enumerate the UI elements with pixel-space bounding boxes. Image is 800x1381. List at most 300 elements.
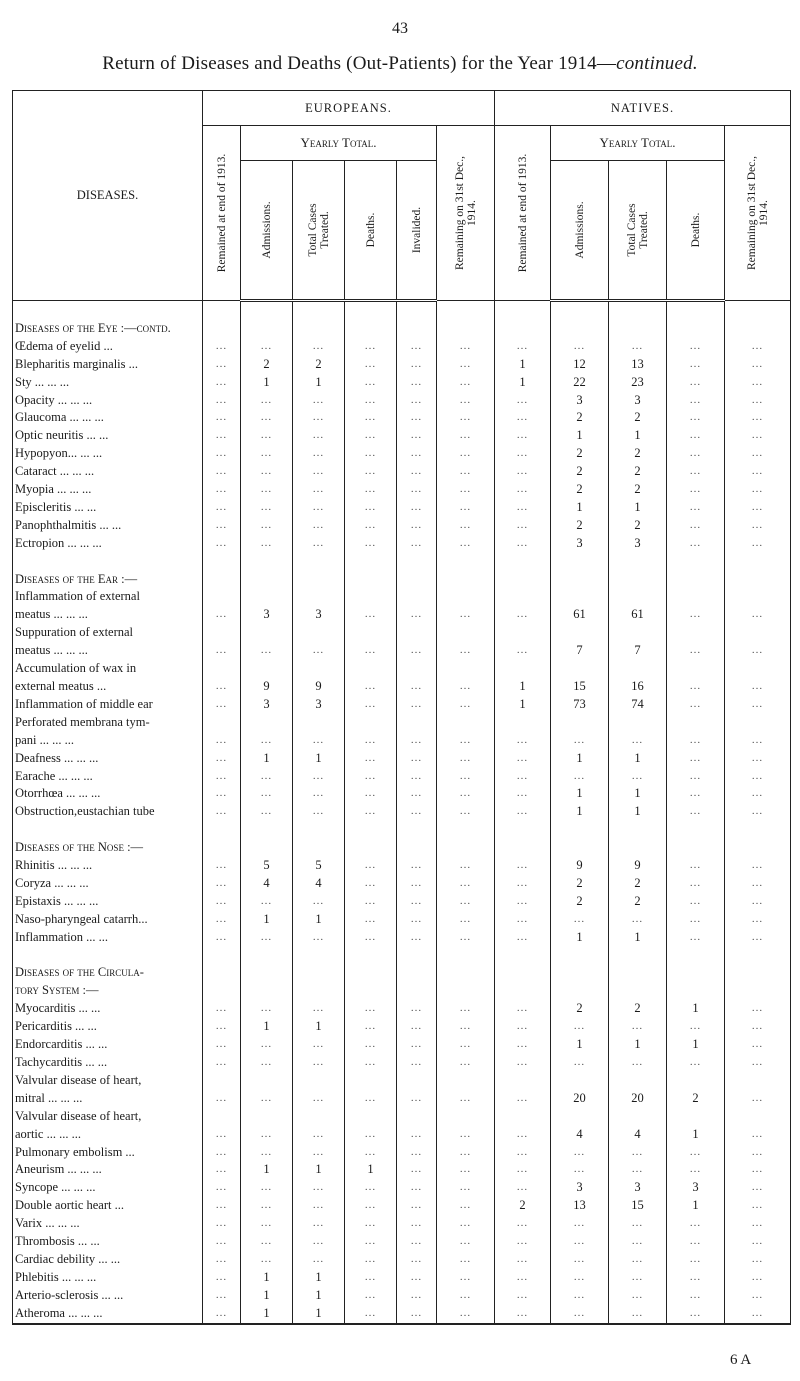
table-cell: ... bbox=[725, 911, 791, 929]
eu-invalided-header: Invalided. bbox=[397, 161, 437, 301]
table-cell bbox=[203, 839, 241, 857]
table-cell bbox=[345, 964, 397, 982]
disease-name: Valvular disease of heart, bbox=[13, 1108, 203, 1126]
table-cell: ... bbox=[345, 642, 397, 660]
table-cell: ... bbox=[437, 768, 495, 786]
disease-name: Epistaxis ... ... ... bbox=[13, 893, 203, 911]
table-cell: ... bbox=[495, 803, 551, 821]
disease-name: Inflammation of middle ear bbox=[13, 696, 203, 714]
table-cell: ... bbox=[203, 750, 241, 768]
table-cell: 5 bbox=[293, 857, 345, 875]
table-cell: 5 bbox=[241, 857, 293, 875]
table-cell: 3 bbox=[551, 1179, 609, 1197]
table-cell bbox=[609, 301, 667, 320]
table-cell: ... bbox=[345, 392, 397, 410]
table-cell: ... bbox=[725, 481, 791, 499]
na-total-cases-header: Total Cases Treated. bbox=[609, 161, 667, 301]
table-cell: ... bbox=[495, 445, 551, 463]
table-cell bbox=[667, 821, 725, 839]
table-cell bbox=[293, 1072, 345, 1090]
table-cell bbox=[241, 588, 293, 606]
table-cell: ... bbox=[345, 499, 397, 517]
table-cell: ... bbox=[437, 374, 495, 392]
table-cell: ... bbox=[667, 392, 725, 410]
table-cell bbox=[437, 553, 495, 571]
na-remained-header: Remained at end of 1913. bbox=[495, 126, 551, 301]
table-row bbox=[13, 750, 791, 768]
disease-name: Pulmonary embolism ... bbox=[13, 1144, 203, 1162]
table-cell: ... bbox=[293, 1000, 345, 1018]
table-cell bbox=[293, 839, 345, 857]
table-cell: ... bbox=[551, 1251, 609, 1269]
disease-name: Ectropion ... ... ... bbox=[13, 535, 203, 553]
disease-name: Varix ... ... ... bbox=[13, 1215, 203, 1233]
table-cell bbox=[495, 964, 551, 982]
section-row bbox=[13, 964, 791, 982]
table-cell: ... bbox=[725, 463, 791, 481]
table-cell: 15 bbox=[609, 1197, 667, 1215]
table-cell: ... bbox=[437, 517, 495, 535]
table-cell: 61 bbox=[609, 606, 667, 624]
table-cell: ... bbox=[437, 929, 495, 947]
table-cell: ... bbox=[241, 1197, 293, 1215]
title-continued: continued. bbox=[616, 53, 698, 74]
table-cell: ... bbox=[437, 499, 495, 517]
table-cell: ... bbox=[203, 463, 241, 481]
table-cell: ... bbox=[345, 1144, 397, 1162]
table-cell: ... bbox=[345, 911, 397, 929]
table-cell: 1 bbox=[293, 1287, 345, 1305]
table-cell bbox=[667, 588, 725, 606]
table-cell: ... bbox=[345, 1090, 397, 1108]
table-cell: ... bbox=[725, 1036, 791, 1054]
table-cell: ... bbox=[241, 642, 293, 660]
disease-name: Thrombosis ... ... bbox=[13, 1233, 203, 1251]
table-cell: ... bbox=[241, 1054, 293, 1072]
table-row bbox=[13, 374, 791, 392]
table-cell: ... bbox=[437, 606, 495, 624]
table-cell: 1 bbox=[293, 911, 345, 929]
table-cell bbox=[241, 821, 293, 839]
table-cell: 2 bbox=[551, 481, 609, 499]
table-cell: ... bbox=[551, 1144, 609, 1162]
disease-name: Episcleritis ... ... bbox=[13, 499, 203, 517]
table-cell: ... bbox=[437, 1144, 495, 1162]
table-cell: ... bbox=[345, 1000, 397, 1018]
disease-name: Aneurism ... ... ... bbox=[13, 1161, 203, 1179]
disease-name: Phlebitis ... ... ... bbox=[13, 1269, 203, 1287]
table-cell: 3 bbox=[609, 392, 667, 410]
table-cell bbox=[609, 964, 667, 982]
table-cell: 1 bbox=[293, 374, 345, 392]
table-cell: ... bbox=[495, 911, 551, 929]
table-cell bbox=[667, 839, 725, 857]
table-cell bbox=[397, 839, 437, 857]
table-cell: ... bbox=[725, 750, 791, 768]
table-cell: ... bbox=[345, 893, 397, 911]
table-cell: ... bbox=[293, 499, 345, 517]
table-cell: ... bbox=[495, 1251, 551, 1269]
disease-name: Myopia ... ... ... bbox=[13, 481, 203, 499]
table-cell: 20 bbox=[551, 1090, 609, 1108]
table-cell: 1 bbox=[667, 1036, 725, 1054]
table-cell: ... bbox=[345, 463, 397, 481]
table-cell: ... bbox=[667, 732, 725, 750]
table-cell: 1 bbox=[551, 427, 609, 445]
table-cell: 1 bbox=[241, 1305, 293, 1324]
table-cell: ... bbox=[397, 1161, 437, 1179]
table-cell: ... bbox=[725, 768, 791, 786]
table-row bbox=[13, 785, 791, 803]
table-cell: ... bbox=[667, 1269, 725, 1287]
table-cell: ... bbox=[203, 338, 241, 356]
table-cell: ... bbox=[345, 409, 397, 427]
table-cell bbox=[495, 660, 551, 678]
table-cell: ... bbox=[397, 696, 437, 714]
table-cell: ... bbox=[551, 768, 609, 786]
table-cell: ... bbox=[725, 427, 791, 445]
table-cell: ... bbox=[293, 409, 345, 427]
table-cell: ... bbox=[203, 392, 241, 410]
table-cell bbox=[609, 821, 667, 839]
table-cell: ... bbox=[293, 929, 345, 947]
table-cell: 4 bbox=[551, 1126, 609, 1144]
table-row bbox=[13, 1269, 791, 1287]
table-cell: 20 bbox=[609, 1090, 667, 1108]
table-cell: ... bbox=[397, 1233, 437, 1251]
table-cell: ... bbox=[293, 1179, 345, 1197]
table-cell: ... bbox=[551, 1269, 609, 1287]
table-cell: ... bbox=[293, 517, 345, 535]
table-cell: ... bbox=[551, 732, 609, 750]
table-cell: 2 bbox=[609, 481, 667, 499]
table-cell: ... bbox=[203, 929, 241, 947]
table-cell bbox=[437, 1108, 495, 1126]
table-cell: ... bbox=[725, 1287, 791, 1305]
table-cell: ... bbox=[203, 535, 241, 553]
table-cell: ... bbox=[725, 1251, 791, 1269]
table-cell: 1 bbox=[241, 750, 293, 768]
table-cell bbox=[725, 320, 791, 338]
table-cell: ... bbox=[345, 1197, 397, 1215]
table-cell: ... bbox=[725, 929, 791, 947]
table-cell: ... bbox=[609, 1251, 667, 1269]
table-cell: ... bbox=[241, 517, 293, 535]
table-cell: ... bbox=[667, 517, 725, 535]
table-cell: ... bbox=[495, 1144, 551, 1162]
table-cell bbox=[397, 320, 437, 338]
table-row bbox=[13, 1018, 791, 1036]
table-row bbox=[13, 857, 791, 875]
table-cell: ... bbox=[667, 1215, 725, 1233]
table-cell: ... bbox=[437, 445, 495, 463]
table-cell: ... bbox=[203, 1305, 241, 1324]
table-cell: ... bbox=[495, 875, 551, 893]
disease-name: Arterio-sclerosis ... ... bbox=[13, 1287, 203, 1305]
table-cell: 1 bbox=[293, 1018, 345, 1036]
table-cell: ... bbox=[293, 535, 345, 553]
table-cell: ... bbox=[345, 750, 397, 768]
table-cell: ... bbox=[241, 785, 293, 803]
table-cell: ... bbox=[437, 1233, 495, 1251]
table-cell: ... bbox=[293, 1144, 345, 1162]
table-cell: 22 bbox=[551, 374, 609, 392]
table-cell: ... bbox=[345, 1126, 397, 1144]
disease-name: external meatus ... bbox=[13, 678, 203, 696]
table-row bbox=[13, 356, 791, 374]
table-cell bbox=[667, 301, 725, 320]
table-cell: ... bbox=[725, 1269, 791, 1287]
table-cell: 2 bbox=[551, 517, 609, 535]
table-cell: ... bbox=[397, 1036, 437, 1054]
table-cell: 1 bbox=[495, 356, 551, 374]
table-cell: ... bbox=[437, 696, 495, 714]
table-cell bbox=[551, 301, 609, 320]
table-cell: ... bbox=[667, 499, 725, 517]
table-cell bbox=[293, 571, 345, 589]
table-cell: ... bbox=[203, 409, 241, 427]
table-cell: ... bbox=[495, 1126, 551, 1144]
disease-name: aortic ... ... ... bbox=[13, 1126, 203, 1144]
table-cell: ... bbox=[203, 1036, 241, 1054]
disease-name: Double aortic heart ... bbox=[13, 1197, 203, 1215]
table-cell: ... bbox=[203, 642, 241, 660]
table-cell: 2 bbox=[293, 356, 345, 374]
table-cell: ... bbox=[495, 1090, 551, 1108]
table-cell: 1 bbox=[667, 1197, 725, 1215]
table-cell bbox=[609, 660, 667, 678]
table-cell bbox=[241, 553, 293, 571]
table-cell: ... bbox=[293, 481, 345, 499]
table-cell: ... bbox=[397, 893, 437, 911]
table-cell bbox=[345, 588, 397, 606]
table-row bbox=[13, 1215, 791, 1233]
table-row bbox=[13, 696, 791, 714]
table-cell bbox=[203, 982, 241, 1000]
signature-mark: 6 A bbox=[730, 1352, 752, 1368]
table-cell: ... bbox=[437, 1179, 495, 1197]
spacer-row bbox=[13, 553, 791, 571]
table-cell: ... bbox=[725, 606, 791, 624]
table-row bbox=[13, 1161, 791, 1179]
table-cell bbox=[495, 947, 551, 965]
table-cell bbox=[241, 624, 293, 642]
table-cell bbox=[495, 839, 551, 857]
table-cell bbox=[667, 1072, 725, 1090]
table-cell bbox=[293, 301, 345, 320]
table-cell: ... bbox=[725, 517, 791, 535]
table-cell: 1 bbox=[609, 750, 667, 768]
disease-name bbox=[13, 947, 203, 965]
table-cell: 1 bbox=[551, 1036, 609, 1054]
table-cell: 1 bbox=[241, 1269, 293, 1287]
table-cell bbox=[293, 660, 345, 678]
table-row bbox=[13, 803, 791, 821]
disease-name: Suppuration of external bbox=[13, 624, 203, 642]
table-cell: ... bbox=[203, 785, 241, 803]
label-row bbox=[13, 1072, 791, 1090]
table-cell: 3 bbox=[609, 535, 667, 553]
table-cell: ... bbox=[241, 535, 293, 553]
table-cell: ... bbox=[437, 1018, 495, 1036]
table-cell bbox=[667, 624, 725, 642]
table-cell: ... bbox=[241, 481, 293, 499]
section-row bbox=[13, 320, 791, 338]
table-row bbox=[13, 1144, 791, 1162]
table-row bbox=[13, 1054, 791, 1072]
table-cell: 1 bbox=[495, 374, 551, 392]
natives-header: NATIVES. bbox=[495, 91, 791, 126]
table-cell: ... bbox=[293, 768, 345, 786]
table-cell: 1 bbox=[551, 499, 609, 517]
table-cell: 1 bbox=[551, 929, 609, 947]
table-cell: ... bbox=[609, 911, 667, 929]
table-cell: ... bbox=[397, 929, 437, 947]
disease-name bbox=[13, 821, 203, 839]
table-cell bbox=[241, 982, 293, 1000]
table-cell: ... bbox=[203, 1144, 241, 1162]
section-heading: tory System :— bbox=[13, 982, 203, 1000]
europeans-header: EUROPEANS. bbox=[203, 91, 495, 126]
disease-name: Opacity ... ... ... bbox=[13, 392, 203, 410]
table-cell bbox=[551, 1108, 609, 1126]
table-cell: ... bbox=[495, 606, 551, 624]
table-cell: ... bbox=[241, 409, 293, 427]
disease-name: Atheroma ... ... ... bbox=[13, 1305, 203, 1324]
table-cell: ... bbox=[667, 1251, 725, 1269]
table-cell bbox=[293, 320, 345, 338]
table-cell: ... bbox=[667, 803, 725, 821]
table-cell bbox=[397, 982, 437, 1000]
spacer-row bbox=[13, 947, 791, 965]
table-cell: ... bbox=[667, 1054, 725, 1072]
table-cell bbox=[725, 982, 791, 1000]
eu-total-cases-header: Total Cases Treated. bbox=[293, 161, 345, 301]
table-cell bbox=[345, 982, 397, 1000]
table-cell: ... bbox=[437, 1287, 495, 1305]
table-row bbox=[13, 893, 791, 911]
table-cell: ... bbox=[667, 768, 725, 786]
table-cell: ... bbox=[203, 857, 241, 875]
table-cell: ... bbox=[725, 392, 791, 410]
label-row bbox=[13, 660, 791, 678]
table-row bbox=[13, 768, 791, 786]
table-cell bbox=[397, 588, 437, 606]
disease-name: Sty ... ... ... bbox=[13, 374, 203, 392]
table-cell: ... bbox=[609, 768, 667, 786]
table-cell bbox=[437, 320, 495, 338]
table-cell: ... bbox=[667, 1287, 725, 1305]
table-cell: ... bbox=[437, 911, 495, 929]
table-row bbox=[13, 1305, 791, 1324]
table-cell bbox=[241, 947, 293, 965]
table-cell bbox=[397, 624, 437, 642]
table-cell bbox=[667, 1108, 725, 1126]
table-cell: ... bbox=[725, 374, 791, 392]
table-cell bbox=[437, 821, 495, 839]
returns-table bbox=[12, 90, 791, 1325]
table-cell: ... bbox=[345, 1251, 397, 1269]
table-cell: ... bbox=[345, 732, 397, 750]
table-cell: 12 bbox=[551, 356, 609, 374]
table-cell: ... bbox=[203, 911, 241, 929]
table-cell bbox=[345, 1072, 397, 1090]
table-cell: ... bbox=[495, 392, 551, 410]
table-cell: ... bbox=[241, 893, 293, 911]
table-cell: ... bbox=[437, 1054, 495, 1072]
disease-name: Pericarditis ... ... bbox=[13, 1018, 203, 1036]
table-cell bbox=[495, 982, 551, 1000]
table-cell: 4 bbox=[609, 1126, 667, 1144]
table-cell bbox=[293, 588, 345, 606]
table-cell: ... bbox=[495, 750, 551, 768]
table-cell: ... bbox=[203, 1269, 241, 1287]
table-cell: ... bbox=[725, 1018, 791, 1036]
table-cell: ... bbox=[241, 1144, 293, 1162]
table-cell: ... bbox=[397, 499, 437, 517]
table-cell: 2 bbox=[551, 875, 609, 893]
eu-deaths-header: Deaths. bbox=[345, 161, 397, 301]
table-cell: ... bbox=[345, 374, 397, 392]
table-cell bbox=[551, 839, 609, 857]
table-cell: ... bbox=[345, 929, 397, 947]
table-cell: 73 bbox=[551, 696, 609, 714]
table-cell: ... bbox=[667, 696, 725, 714]
disease-name: Syncope ... ... ... bbox=[13, 1179, 203, 1197]
table-cell bbox=[725, 301, 791, 320]
table-cell bbox=[203, 571, 241, 589]
disease-name: Hypopyon... ... ... bbox=[13, 445, 203, 463]
table-cell: ... bbox=[667, 535, 725, 553]
table-cell: ... bbox=[609, 1018, 667, 1036]
table-cell: ... bbox=[345, 535, 397, 553]
table-cell bbox=[203, 588, 241, 606]
table-cell bbox=[551, 947, 609, 965]
table-cell: ... bbox=[293, 392, 345, 410]
table-cell: 1 bbox=[345, 1161, 397, 1179]
table-cell: ... bbox=[203, 1054, 241, 1072]
table-cell bbox=[397, 553, 437, 571]
table-cell: ... bbox=[345, 427, 397, 445]
table-cell: ... bbox=[609, 1305, 667, 1324]
table-cell bbox=[203, 821, 241, 839]
table-cell: ... bbox=[241, 1215, 293, 1233]
table-cell: ... bbox=[203, 374, 241, 392]
table-cell: ... bbox=[725, 1305, 791, 1324]
table-cell: ... bbox=[397, 1305, 437, 1324]
table-cell: 1 bbox=[293, 1305, 345, 1324]
table-cell: 2 bbox=[551, 893, 609, 911]
table-cell bbox=[437, 947, 495, 965]
table-cell: ... bbox=[345, 356, 397, 374]
table-row bbox=[13, 1126, 791, 1144]
table-cell bbox=[293, 947, 345, 965]
table-cell: ... bbox=[437, 732, 495, 750]
table-cell: ... bbox=[345, 338, 397, 356]
table-cell bbox=[293, 624, 345, 642]
table-cell: 13 bbox=[609, 356, 667, 374]
disease-name: meatus ... ... ... bbox=[13, 606, 203, 624]
table-cell: ... bbox=[241, 445, 293, 463]
table-cell: 1 bbox=[241, 1287, 293, 1305]
table-cell: ... bbox=[667, 1018, 725, 1036]
table-row bbox=[13, 445, 791, 463]
table-cell: ... bbox=[293, 893, 345, 911]
table-cell: ... bbox=[203, 768, 241, 786]
table-cell: ... bbox=[293, 427, 345, 445]
table-cell bbox=[203, 1108, 241, 1126]
table-cell: 2 bbox=[241, 356, 293, 374]
